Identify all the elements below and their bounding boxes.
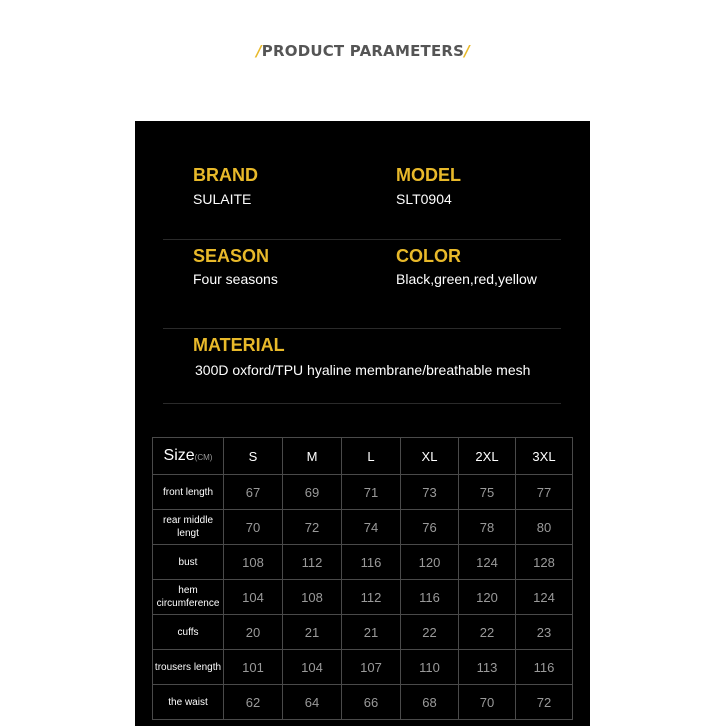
- parameters-panel: [135, 121, 590, 726]
- table-cell: 116: [342, 545, 401, 580]
- size-corner-cell: [153, 438, 224, 475]
- header-slash-left: /: [256, 42, 262, 60]
- row-label: bust: [153, 545, 224, 580]
- header-slash-right: /: [464, 42, 470, 60]
- table-cell: 124: [459, 545, 516, 580]
- table-cell: 77: [516, 475, 573, 510]
- column-header: 3XL: [516, 438, 573, 475]
- size-label: Size: [163, 447, 195, 464]
- model-value: SLT0904: [396, 191, 452, 207]
- table-row: [153, 475, 573, 510]
- table-cell: 70: [459, 685, 516, 720]
- material-value: 300D oxford/TPU hyaline membrane/breathable mesh: [195, 362, 531, 378]
- row-label: cuffs: [153, 615, 224, 650]
- table-cell: 104: [224, 580, 283, 615]
- table-cell: 116: [516, 650, 573, 685]
- material-label: MATERIAL: [193, 335, 285, 355]
- table-cell: 116: [401, 580, 459, 615]
- table-cell: 69: [283, 475, 342, 510]
- table-row: [153, 685, 573, 720]
- table-cell: 64: [283, 685, 342, 720]
- table-cell: 112: [283, 545, 342, 580]
- table-cell: 80: [516, 510, 573, 545]
- table-cell: 20: [224, 615, 283, 650]
- section-header: [0, 42, 726, 60]
- table-cell: 21: [283, 615, 342, 650]
- table-cell: 75: [459, 475, 516, 510]
- table-cell: 112: [342, 580, 401, 615]
- table-cell: 71: [342, 475, 401, 510]
- table-cell: 108: [224, 545, 283, 580]
- table-cell: 68: [401, 685, 459, 720]
- model-label: MODEL: [396, 165, 461, 185]
- table-row: [153, 615, 573, 650]
- table-cell: 124: [516, 580, 573, 615]
- table-cell: 22: [459, 615, 516, 650]
- table-cell: 76: [401, 510, 459, 545]
- table-row: [153, 510, 573, 545]
- season-value: Four seasons: [193, 271, 278, 287]
- table-cell: 21: [342, 615, 401, 650]
- table-cell: 78: [459, 510, 516, 545]
- section-title: PRODUCT PARAMETERS: [261, 42, 465, 60]
- table-cell: 70: [224, 510, 283, 545]
- table-cell: 120: [401, 545, 459, 580]
- table-cell: 72: [516, 685, 573, 720]
- row-label: the waist: [153, 685, 224, 720]
- table-cell: 107: [342, 650, 401, 685]
- table-row: [153, 580, 573, 615]
- row-label: rear middle lengt: [153, 510, 224, 545]
- size-header-row: [153, 438, 573, 475]
- table-cell: 101: [224, 650, 283, 685]
- table-cell: 23: [516, 615, 573, 650]
- row-label: front length: [153, 475, 224, 510]
- divider: [163, 328, 561, 329]
- column-header: 2XL: [459, 438, 516, 475]
- table-cell: 73: [401, 475, 459, 510]
- table-cell: 62: [224, 685, 283, 720]
- table-cell: 66: [342, 685, 401, 720]
- divider: [163, 239, 561, 240]
- table-row: [153, 650, 573, 685]
- table-cell: 22: [401, 615, 459, 650]
- table-cell: 72: [283, 510, 342, 545]
- table-cell: 128: [516, 545, 573, 580]
- table-cell: 108: [283, 580, 342, 615]
- brand-value: SULAITE: [193, 191, 252, 207]
- brand-label: BRAND: [193, 165, 258, 185]
- table-cell: 74: [342, 510, 401, 545]
- color-value: Black,green,red,yellow: [396, 271, 537, 287]
- column-header: M: [283, 438, 342, 475]
- column-header: L: [342, 438, 401, 475]
- size-table: [152, 437, 573, 720]
- table-cell: 67: [224, 475, 283, 510]
- table-cell: 110: [401, 650, 459, 685]
- row-label: hem circumference: [153, 580, 224, 615]
- color-label: COLOR: [396, 246, 461, 266]
- column-header: S: [224, 438, 283, 475]
- table-row: [153, 545, 573, 580]
- table-cell: 120: [459, 580, 516, 615]
- table-cell: 104: [283, 650, 342, 685]
- column-header: XL: [401, 438, 459, 475]
- row-label: trousers length: [153, 650, 224, 685]
- table-cell: 113: [459, 650, 516, 685]
- divider: [163, 403, 561, 404]
- season-label: SEASON: [193, 246, 270, 266]
- size-unit: (CM): [194, 453, 213, 462]
